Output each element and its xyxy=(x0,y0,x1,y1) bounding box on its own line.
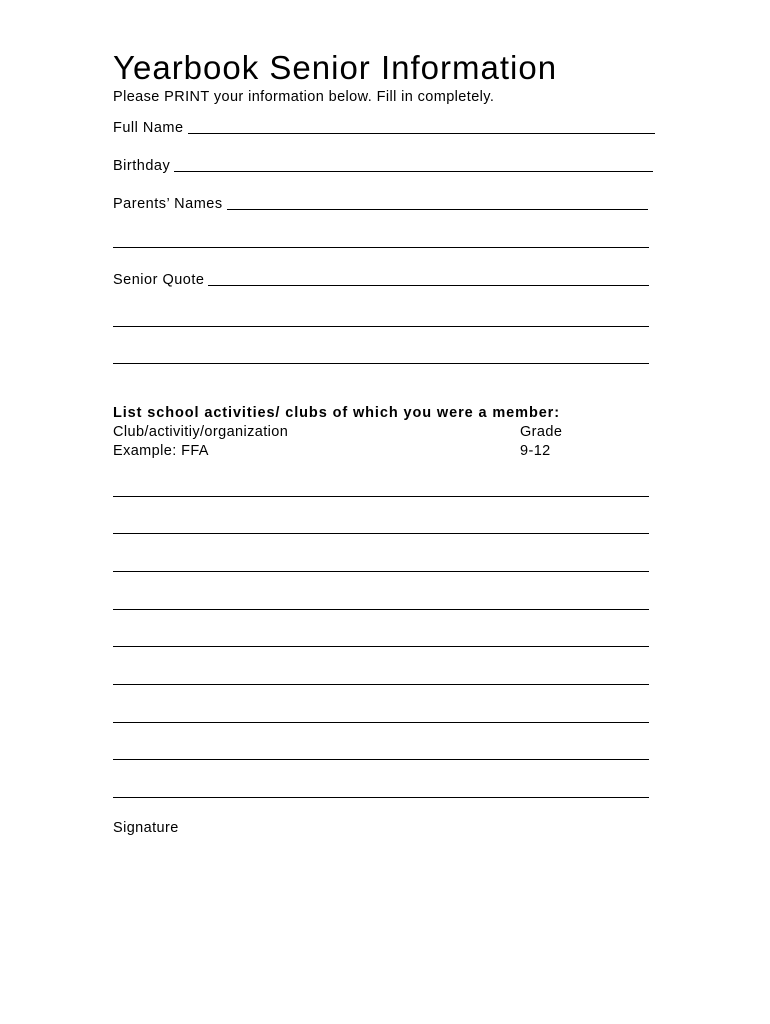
activity-line[interactable] xyxy=(113,759,649,760)
senior-quote-line-2[interactable] xyxy=(113,326,649,327)
activity-column-header: Club/activitiy/organization xyxy=(113,424,289,440)
parents-names-line[interactable] xyxy=(227,208,648,210)
page-title: Yearbook Senior Information xyxy=(113,49,558,86)
activity-line[interactable] xyxy=(113,684,649,685)
activity-line[interactable] xyxy=(113,722,649,723)
activity-line[interactable] xyxy=(113,571,649,572)
activity-line[interactable] xyxy=(113,496,649,497)
full-name-line[interactable] xyxy=(188,132,655,134)
birthday-line[interactable] xyxy=(174,170,653,172)
senior-quote-line-3[interactable] xyxy=(113,363,649,364)
senior-quote-field[interactable] xyxy=(113,269,649,289)
birthday-label: Birthday xyxy=(113,158,171,174)
birthday-field[interactable] xyxy=(113,155,653,175)
senior-quote-line[interactable] xyxy=(208,284,649,286)
instructions-text: Please PRINT your information below. Fill in completely. xyxy=(113,89,495,105)
full-name-field[interactable] xyxy=(113,117,655,137)
grade-column-header: Grade xyxy=(520,424,563,440)
senior-quote-label: Senior Quote xyxy=(113,272,205,288)
signature-label: Signature xyxy=(113,820,179,836)
activity-line[interactable] xyxy=(113,609,649,610)
activities-heading: List school activities/ clubs of which you were a member: xyxy=(113,405,560,421)
activities-column-headers xyxy=(113,423,573,441)
activity-line[interactable] xyxy=(113,797,649,798)
example-activity: Example: FFA xyxy=(113,443,209,459)
parents-names-field[interactable] xyxy=(113,193,648,213)
parents-names-line-2[interactable] xyxy=(113,247,649,248)
activities-example-row xyxy=(113,442,573,460)
activity-line[interactable] xyxy=(113,533,649,534)
parents-names-label: Parents’ Names xyxy=(113,196,223,212)
activity-line[interactable] xyxy=(113,646,649,647)
full-name-label: Full Name xyxy=(113,120,184,136)
example-grade: 9-12 xyxy=(520,443,551,459)
